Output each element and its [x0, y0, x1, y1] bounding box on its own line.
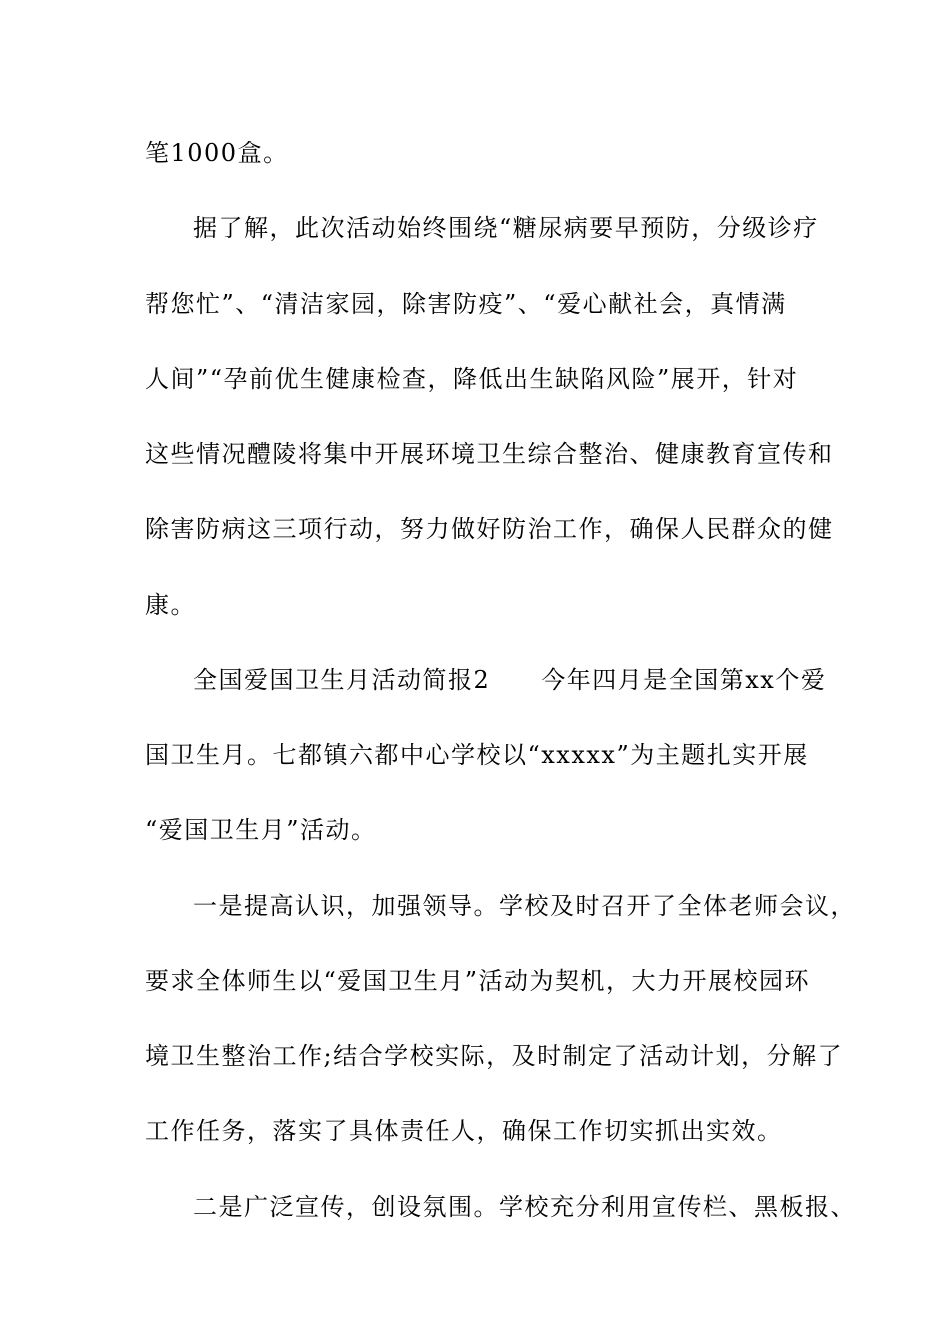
text-line: 康。 — [145, 591, 196, 619]
text-line: 工作任务，落实了具体责任人，确保工作切实抓出实效。 — [145, 1117, 783, 1145]
text-line: 国卫生月。七都镇六都中心学校以“xxxxx”为主题扎实开展 — [145, 741, 809, 769]
text-line: 要求全体师生以“爱国卫生月”活动为契机，大力开展校园环 — [145, 967, 811, 995]
text-line: 笔1000盒。 — [145, 139, 289, 167]
paragraph-start-line: 二是广泛宣传，创设氛围。学校充分利用宣传栏、黑板报、 — [193, 1193, 856, 1221]
text-line: 这些情况醴陵将集中开展环境卫生综合整治、健康教育宣传和 — [145, 440, 834, 468]
paragraph-start-line: 据了解，此次活动始终围绕“糖尿病要早预防，分级诊疗 — [193, 214, 819, 242]
text-line: 除害防病这三项行动，努力做好防治工作，确保人民群众的健 — [145, 515, 834, 543]
text-line: 帮您忙”、“清洁家园，除害防疫”、“爱心献社会，真情满 — [145, 290, 787, 318]
text-line: 人间”“孕前优生健康检查，降低出生缺陷风险”展开，针对 — [145, 365, 799, 393]
paragraph-start-line: 全国爱国卫生月活动简报2 今年四月是全国第xx个爱 — [193, 666, 827, 694]
text-line: “爱国卫生月”活动。 — [145, 816, 377, 844]
paragraph-start-line: 一是提高认识，加强领导。学校及时召开了全体老师会议， — [193, 892, 856, 920]
text-line: 境卫生整治工作;结合学校实际，及时制定了活动计划，分解了 — [145, 1042, 844, 1070]
